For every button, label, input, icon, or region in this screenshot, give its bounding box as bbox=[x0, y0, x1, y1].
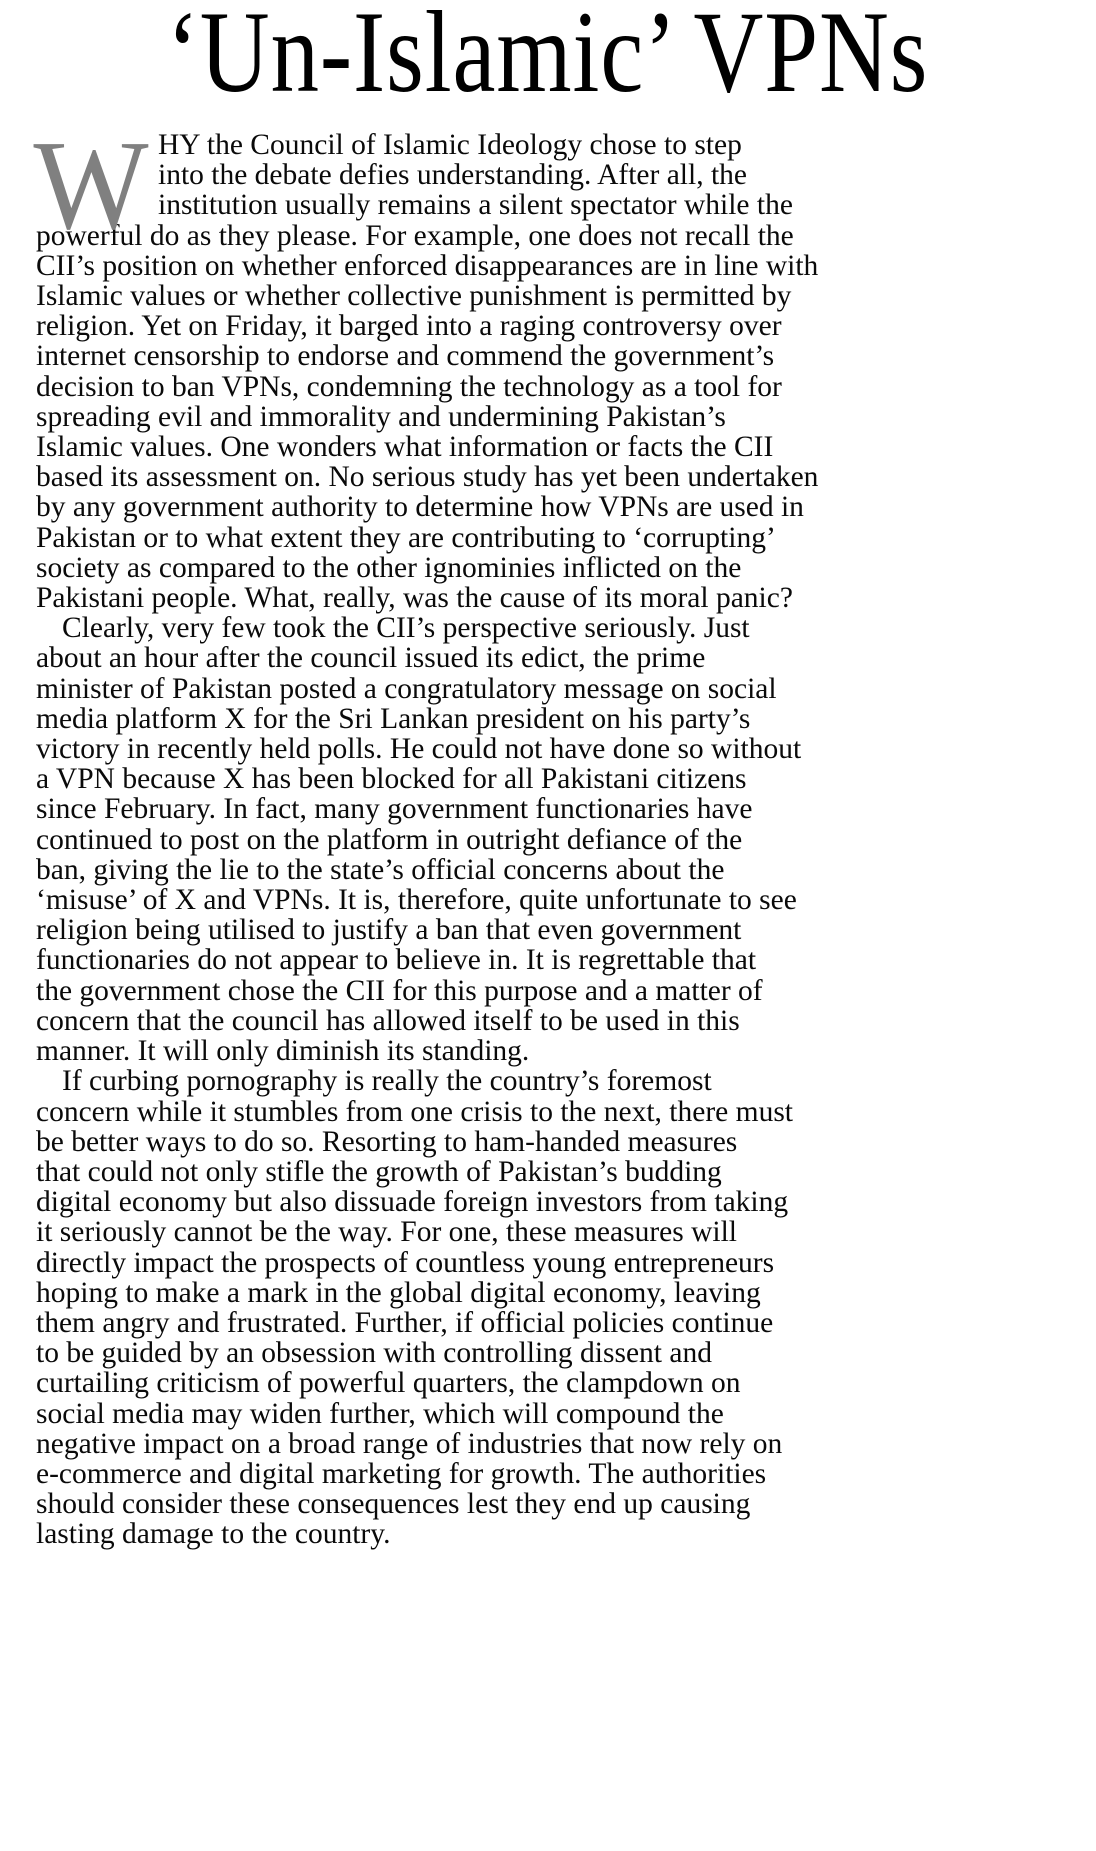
text-line: media platform X for the Sri Lankan president on his party’s bbox=[36, 702, 751, 735]
text-line: by any government authority to determine how VPNs are used in bbox=[36, 491, 804, 524]
text-line: CII’s position on whether enforced disappearances are in line with bbox=[36, 249, 819, 282]
text-line: religion being utilised to justify a ban that even government bbox=[36, 914, 742, 947]
text-line: social media may widen further, which will compound the bbox=[36, 1397, 724, 1430]
text-line: HY the Council of Islamic Ideology chose to step bbox=[158, 129, 742, 161]
text-line: that could not only stifle the growth of Pakistan’s budding bbox=[36, 1155, 722, 1188]
text-line: a VPN because X has been blocked for all Pakistani citizens bbox=[36, 763, 747, 796]
text-line: Pakistan or to what extent they are contributing to ‘corrupting’ bbox=[36, 521, 776, 554]
text-line: based its assessment on. No serious study has yet been undertaken bbox=[36, 461, 819, 494]
text-line: powerful do as they please. For example, one does not recall the bbox=[36, 219, 794, 252]
text-line: since February. In fact, many government functionaries have bbox=[36, 793, 753, 826]
text-line: lasting damage to the country. bbox=[36, 1518, 391, 1551]
paragraph-1 bbox=[33, 114, 1080, 615]
page-title bbox=[0, 0, 1096, 117]
text-line: institution usually remains a silent spectator while the bbox=[158, 189, 793, 222]
text-line: curtailing criticism of powerful quarters, the clampdown on bbox=[36, 1367, 741, 1400]
text-line: Islamic values or whether collective punishment is permitted by bbox=[36, 280, 792, 313]
text-line: them angry and frustrated. Further, if official policies continue bbox=[36, 1306, 774, 1339]
text-line: religion. Yet on Friday, it barged into a raging controversy over bbox=[36, 310, 782, 343]
text-line: If curbing pornography is really the country’s foremost bbox=[62, 1065, 712, 1098]
text-line: functionaries do not appear to believe in. It is regrettable that bbox=[36, 944, 757, 977]
text-line: digital economy but also dissuade foreign investors from taking bbox=[36, 1186, 789, 1219]
text-line: Pakistani people. What, really, was the cause of its moral panic? bbox=[36, 582, 793, 615]
text-line: spreading evil and immorality and undermining Pakistan’s bbox=[36, 400, 726, 433]
text-line: internet censorship to endorse and commend the government’s bbox=[36, 340, 775, 373]
text-line: the government chose the CII for this purpose and a matter of bbox=[36, 974, 763, 1007]
text-line: society as compared to the other ignominies inflicted on the bbox=[36, 551, 742, 584]
text-line: negative impact on a broad range of industries that now rely on bbox=[36, 1427, 783, 1460]
paragraph-3 bbox=[36, 1066, 1080, 1549]
text-line: should consider these consequences lest they end up causing bbox=[36, 1488, 751, 1521]
text-line: be better ways to do so. Resorting to ham-handed measures bbox=[36, 1125, 738, 1158]
text-line: about an hour after the council issued its edict, the prime bbox=[36, 642, 706, 675]
headline-text: ‘Un-Islamic’ VPNs bbox=[167, 0, 929, 117]
text-line: ‘misuse’ of X and VPNs. It is, therefore, quite unfortunate to see bbox=[36, 884, 797, 917]
text-line: concern that the council has allowed itself to be used in this bbox=[36, 1004, 740, 1037]
text-line: minister of Pakistan posted a congratulatory message on social bbox=[36, 672, 777, 705]
text-line: continued to post on the platform in outright defiance of the bbox=[36, 823, 743, 856]
text-line: manner. It will only diminish its standing. bbox=[36, 1035, 530, 1068]
text-line: directly impact the prospects of countless young entrepreneurs bbox=[36, 1246, 775, 1279]
text-line: to be guided by an obsession with controlling dissent and bbox=[36, 1337, 712, 1370]
text-line: Clearly, very few took the CII’s perspective seriously. Just bbox=[62, 612, 750, 645]
text-line: hoping to make a mark in the global digital economy, leaving bbox=[36, 1276, 761, 1309]
text-line: into the debate defies understanding. After all, the bbox=[158, 159, 747, 192]
drop-cap: W bbox=[33, 114, 149, 257]
text-line: victory in recently held polls. He could not have done so without bbox=[36, 733, 802, 766]
text-line: Islamic values. One wonders what information or facts the CII bbox=[36, 431, 774, 464]
text-line: e-commerce and digital marketing for growth. The authorities bbox=[36, 1457, 767, 1490]
text-line: concern while it stumbles from one crisis to the next, there must bbox=[36, 1095, 793, 1128]
text-line: ban, giving the lie to the state’s official concerns about the bbox=[36, 853, 725, 886]
article-body bbox=[33, 114, 1080, 1551]
text-line: decision to ban VPNs, condemning the technology as a tool for bbox=[36, 370, 782, 403]
paragraph-2 bbox=[36, 613, 1080, 1066]
text-line: it seriously cannot be the way. For one, these measures will bbox=[36, 1216, 737, 1249]
